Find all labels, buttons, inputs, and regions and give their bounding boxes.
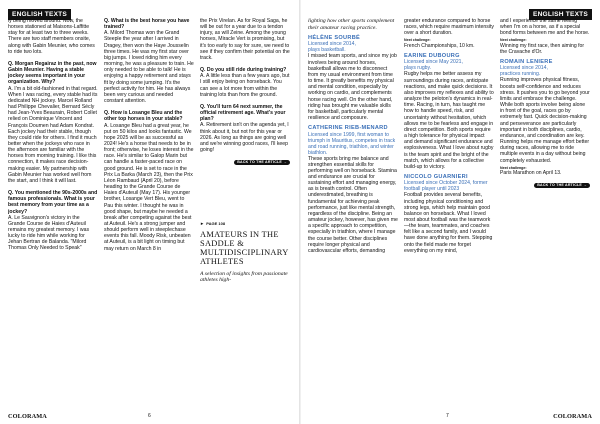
athlete-meta: plays basketball.: [308, 47, 346, 54]
feature-intro: A selection of insights from passionate athletes high-: [200, 270, 288, 284]
athlete-meta: Licensed since October 2024, former football player until 2023: [404, 180, 488, 193]
body-text: ly being moved around. Now, the horses stationed at Maisons-Laffitte stay for at least two to three weeks. There are two staff members onsite, along with Gabin Meunier, who comes to ride two lots.: [8, 18, 95, 55]
page-reference[interactable]: ► PAGE 108: [200, 221, 226, 227]
right-col-1: [308, 18, 398, 254]
next-challenge-label: Next challenge:: [500, 165, 527, 170]
athlete-meta: Licensed since 2014,: [500, 65, 548, 72]
back-to-article-link[interactable]: [200, 159, 290, 165]
interview-answer: A. Le Sauvignon's victory in the Grande Course de Haies d'Auteuil remains my greatest memory. I was lucky to ride him while working for Jehan Bertran de Balanda. "Milord Thomas Only Needed to Speak": [8, 214, 90, 252]
athlete-name: CATHERINE RIEB-MENARD: [308, 125, 388, 132]
feature-title: AMATEURS IN THE SADDLE & MULTIDISCIPLINARY ATHLETES: [200, 230, 289, 266]
left-col-3: [200, 18, 290, 418]
arrow-right-icon: →: [283, 160, 287, 165]
feature-intro: lighting how other sports complement their amateur racing practice.: [308, 18, 395, 31]
interview-question: Q. You'll turn 64 next summer, the official retirement age. What's your plan?: [200, 103, 286, 123]
interview-answer: A. I'm a bit old-fashioned in that regard. When I was racing, every stable had its dedicated NH jockey. Marcel Rolland had Philippe Chevalier, Bernard Sécly had Jean-Yves Beaurain, Robert Collet relied on Dominique Vincent and François Doumen had Adam Kondrat. Each jockey had their stable, though they could ride for others. I find it much better when the jockeys who race in the afternoon are familiar with the horses from morning training. I like this connection, it makes race decision-making easier. My partnership with Gabin Meunier has worked well from the start, and I think it will last.: [8, 85, 98, 184]
next-challenge-label: Next challenge:: [500, 38, 527, 43]
athlete-text: Running improves physical fitness, boosts self-confidence and reduces stress. It pushes you to go beyond your limits and embrace the challenge. While both sports involve being alone in front of the goal, races go by extremely fast. Quick decision-making and perseverance are particularly important in both disciplines, cardio, endurance, and coordination are key. Running helps me manage effort better during races, allowing me to ride multiple events in a day without being completely exhausted.: [500, 77, 590, 164]
athlete-meta: plays rugby.: [404, 65, 432, 72]
athlete-name: ROMAIN LENIERE: [500, 59, 553, 66]
athlete-name: EARINE DUBOURG: [404, 53, 460, 60]
back-to-article-button[interactable]: BACK TO THE ARTICLE →: [534, 183, 590, 188]
athlete-meta: practices running.: [500, 71, 541, 78]
next-challenge-value: Winning my first race, then aiming for the Cravache d'Or.: [500, 43, 585, 56]
body-text: and I experience the same feeling when I'm on a horse, as if a special bond forms between me and the horse.: [500, 18, 590, 37]
right-page: [300, 0, 600, 424]
interview-answer: A. Losange Bleu had a great year, he put on 50 kilos and looks fantastic. We hope 2025 will be as successful as 2024! He's a horse that needs to be in front; otherwise, he loses interest in the race. He's similar to Galop Marin but can handle a faster-paced race on good ground. He is set to race in the Prix La Barka (March 23), then the Prix Léon Rambaud (April 20), before heading to the Grande Course de Haies d'Auteuil (May 17). His younger brother, Losange Vert Bleu, went to Pau this winter. I thought he was in good shape, but maybe he needed a break after competing against the best at Auteuil. He's a strong jumper and should perform well in steeplechase events this fall. Moody Risk, unbeaten at Auteuil, is a bit light on timing but may return on March 8 in: [104, 122, 194, 252]
athlete-meta: Licensed since 2014,: [308, 41, 356, 48]
interview-answer: A. Milord Thomas won the Grand Steeple the year after I arrived in Dragey, then won the Haye Jousselin three times. He was my first star over big jumps. I loved riding him every morning, he was a pleasure to train. He only needed to be able to talk! He is enjoying a happy retirement and stays fit by doing some jumping. It's the perfect activity for him. He has always been very curious and needed constant attention.: [104, 30, 194, 105]
colorama-logo: COLORAMA: [8, 413, 47, 420]
athlete-text: Football provides several benefits, including physical conditioning and strong legs, which help maintain good balance on horseback. What I loved most about football was the teamwork—the team, teammates, and coaches felt like a second family, and I would have done anything for them. Stepping onto the field made me forget everything on my mind,: [404, 192, 493, 254]
page-number: 7: [446, 413, 449, 419]
athlete-name: NICCOLO GUARNIERI: [404, 173, 468, 180]
athlete-meta: Licensed since 1999, first woman to triumph in Mauritius, competes in track and road running, triathlon, and winter biathlon.: [308, 131, 396, 156]
colorama-logo: COLORAMA: [553, 413, 592, 420]
next-challenge-value: Paris Marathon on April 13.: [500, 170, 562, 177]
body-text: greater endurance compared to horse races, which require maximum intensity over a short duration.: [404, 18, 494, 37]
athlete-meta: Licensed since May 2021,: [404, 59, 463, 66]
interview-question: Q. You mentioned the 90s-2000s and famous professionals. What is your best memory from your time as a jockey?: [8, 190, 98, 215]
left-col-2: [104, 18, 194, 252]
body-text: the Prix Virelan. As for Royal Saga, he will be out for a year due to a tendon injury, as will Zeine. Among the young horses, Miracle Vert is promising, but it's too early to say for sure, we need to see if they confirm their potential on the track.: [200, 18, 290, 61]
athlete-text: Rugby helps me better assess my surroundings during races, anticipate reactions, and make quick decisions. It also improves my reflexes and ability to analyze the peloton's dynamics in real-time. Racing, in turn, has taught me how to handle speed, risk, and uncertainty without hesitation, which allows me to be fearless and engage in direct competition. Both sports require a high tolerance for physical impact and demand significant endurance and explosiveness. What I love about rugby is the team spirit and the bright of the match, which allows for a collective build-up to victory.: [404, 71, 494, 170]
page-number: 6: [148, 413, 151, 419]
back-to-article-link[interactable]: [500, 182, 590, 188]
interview-answer: A. A little less than a few years ago, but I still enjoy being on horseback. You can see a lot more from within the training lots than from the ground.: [200, 73, 290, 98]
right-col-3: [500, 18, 590, 188]
arrow-right-icon: ►: [200, 221, 205, 227]
interview-answer: A. Retirement isn't on the agenda yet, I think about it, but not for this year or 2026. As long as things are going well and we're winning good races, I'll keep going!: [200, 122, 289, 153]
athlete-name: HÉLÈNE SOURBÉ: [308, 35, 361, 41]
next-challenge-value: French Championships, 10 km.: [404, 43, 475, 50]
arrow-right-icon: →: [583, 183, 587, 188]
section-tag-left: ENGLISH TEXTS: [8, 9, 71, 20]
interview-question: Q. Do you still ride during training?: [200, 67, 287, 74]
next-challenge-label: Next challenge:: [404, 38, 431, 43]
interview-question: Q. Morgan Regairaz in the past, now Gabin Meunier. Having a stable jockey seems important in your organization. Why?: [8, 60, 97, 86]
athlete-text: I missed team sports, and since my job involves being around horses, basketball allows me to disconnect from my usual environment from time to time. It greatly benefits my physical and mental condition, especially by working on cardio, and complements horse racing well. On the other hand, riding has brought me valuable skills for basketball, particularly mental resilience and composure.: [308, 53, 397, 121]
section-tag-right: ENGLISH TEXTS: [529, 9, 592, 20]
athlete-text: These sports bring me balance and strengthen essential skills for performing well on horseback. Stamina and endurance are crucial for sustaining effort and managing energy, as is breath control. Often underestimated, breathing is fundamental for achieving peak performance, just like mental strength, regardless of the discipline. Being an amateur jockey, however, has given me a specific approach to competition, especially in triathlon, where I manage the course better. Other disciplines require longer physical and cardiovascular efforts, demanding: [308, 155, 398, 254]
interview-question: Q. What is the best horse you have trained?: [104, 18, 190, 31]
right-col-2: [404, 18, 494, 254]
left-col-1: [8, 18, 98, 252]
interview-question: Q. How is Losange Bleu and the other top horses in your stable?: [104, 110, 183, 123]
back-to-article-button[interactable]: BACK TO THE ARTICLE →: [234, 160, 290, 165]
